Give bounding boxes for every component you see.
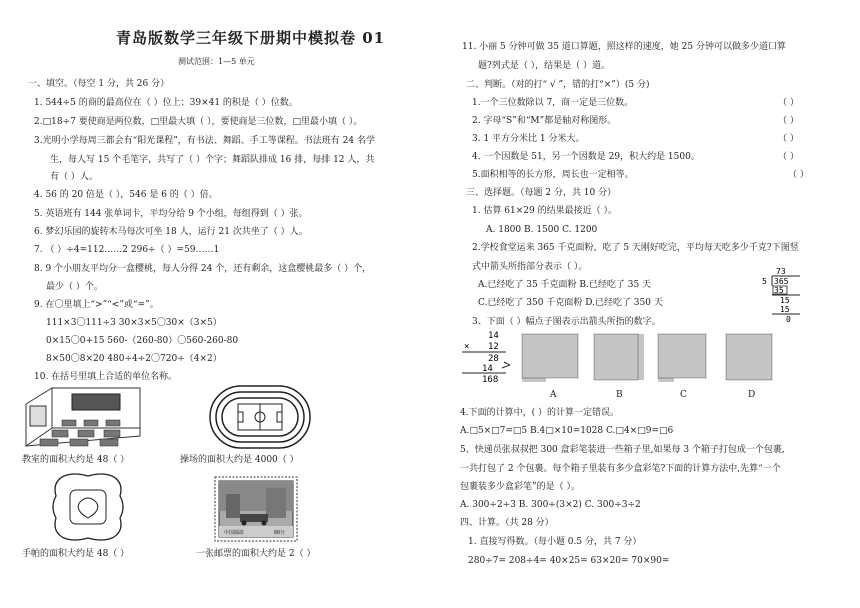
choice-2-options-ab: A.已经吃了 35 千克面粉 B.已经吃了 35 天 — [478, 280, 652, 290]
partial-product-2: 15 — [780, 305, 790, 314]
partial-product-1: 28 — [488, 354, 499, 364]
judge-5-bracket: （ ） — [788, 170, 809, 180]
choice-4: 4.下面的计算中，( ）的计算一定错误。 — [460, 408, 619, 418]
partial-product-1: 35 — [774, 286, 784, 295]
long-division-figure — [758, 264, 804, 324]
q9-row2: 0×15〇0+15 560-（260-80）〇560-260-80 — [46, 336, 239, 346]
judge-1-bracket: （ ） — [778, 98, 799, 108]
judge-4: 4. 一个因数是 51，另一个因数是 29，积大约是 1500。 — [472, 152, 700, 162]
handkerchief-image — [50, 472, 126, 542]
q7: 7. （ ）÷4=112……2 296÷（ ）=59……1 — [34, 245, 220, 255]
choice-5-line1: 5、快递员张叔叔把 300 盒彩笔装进一些箱子里,如果每 3 个箱子打包成一个包裹, — [460, 445, 785, 455]
multiplier: 12 — [488, 342, 499, 352]
q8-line2: 最少（ ）个。 — [46, 282, 103, 292]
judge-3: 3. 1 平方分米比 1 分米大。 — [472, 134, 585, 144]
q10-handkerchief: 手帕的面积大约是 48（ ） — [22, 549, 130, 559]
judge-2: 2. 字母“S”和“M”都是轴对称图形。 — [472, 116, 617, 126]
dot-label-d: D — [748, 390, 756, 400]
q8-line1: 8. 9 个小朋友平均分一盒樱桃，每人分得 24 个，还有剩余，这盒樱桃最多（ ）个， — [34, 264, 372, 274]
multiplicand: 14 — [488, 331, 499, 341]
q1: 1. 544÷5 的商的最高位在（ ）位上；39×41 的积是（ ）位数。 — [34, 98, 298, 108]
playground-image — [208, 384, 312, 450]
judge-3-bracket: （ ） — [778, 134, 799, 144]
choice-4-options: A.□5×□7=□5 B.4□×10=1028 C.□4×□9=□6 — [460, 426, 674, 436]
choice-1-options: A. 1800 B. 1500 C. 1200 — [486, 225, 598, 235]
dot-picture-b — [592, 332, 648, 386]
judge-5: 5.面积相等的长方形，周长也一定相等。 — [472, 170, 634, 180]
choice-3: 3、下面（ ）幅点子图表示出箭头所指的数字。 — [472, 317, 661, 327]
q9: 9. 在〇里填上“>”“<”或“=”。 — [34, 300, 159, 310]
test-range: 测试范围：1—5 单元 — [178, 57, 255, 66]
section-3-heading: 三、选择题。（每题 2 分，共 10 分） — [466, 188, 617, 198]
choice-5-options: A. 300÷2÷3 B. 300÷(3×2) C. 300÷3÷2 — [460, 500, 641, 510]
q10-stamp: 一张邮票的面积大约是 2（ ） — [196, 549, 316, 559]
choice-2-line1: 2.学校食堂运来 365 千克面粉，吃了 5 天刚好吃完，平均每天吃多少千克?下图竖 — [472, 243, 799, 253]
stamp-left-text: 中国邮政 — [224, 530, 245, 536]
choice-1: 1. 估算 61×29 的结果最接近（ ）。 — [472, 206, 617, 216]
choice-2-line2: 式中箭头所指部分表示（ ）。 — [472, 262, 588, 272]
partial-product-2: 14 — [482, 364, 493, 374]
calc-1-items: 280÷7= 208÷4= 40×25= 63×20= 70×90= — [468, 556, 670, 566]
q11-line2: 题?列式是（ ），结果是（ ）道。 — [478, 61, 611, 71]
dot-label-c: C — [680, 390, 687, 400]
times-sign: × — [464, 342, 470, 352]
dot-picture-d — [724, 332, 780, 386]
q10-playground: 操场的面积大约是 4000（ ） — [180, 455, 299, 465]
arrow-icon — [502, 362, 510, 368]
judge-2-bracket: （ ） — [778, 116, 799, 126]
dot-label-b: B — [616, 390, 623, 400]
vertical-multiplication-figure — [454, 328, 512, 384]
classroom-image — [22, 384, 142, 450]
q9-row3: 8×50〇8×20 480÷4÷2〇720÷（4×2） — [46, 354, 222, 364]
remainder-1: 15 — [780, 296, 790, 305]
q11-line1: 11. 小丽 5 分钟可做 35 道口算题，照这样的速度，她 25 分钟可以做多少道口算 — [462, 42, 786, 52]
dot-label-a: A — [550, 390, 557, 400]
dot-picture-c — [656, 332, 712, 386]
choice-2-options-cd: C.已经吃了 350 千克面粉 D.已经吃了 350 天 — [478, 298, 663, 308]
final-remainder: 0 — [786, 315, 791, 324]
quotient: 73 — [776, 267, 786, 276]
q5: 5. 英语班有 144 张单词卡，平均分给 9 个小组，每组得到（ ）张。 — [34, 209, 308, 219]
q10-classroom: 教室的面积大约是 48（ ） — [22, 455, 130, 465]
q3-line3: 有（ ）人。 — [50, 172, 98, 182]
judge-1: 1.一个三位数除以 7，商一定是三位数。 — [472, 98, 634, 108]
dividend: 365 — [774, 277, 789, 286]
q3-line2: 生，每人写 15 个毛笔字，共写了（ ）个字；舞蹈队排成 16 排，每排 12 人，共 — [50, 155, 375, 165]
q6: 6. 梦幻乐园的旋转木马每次可坐 18 人，运行 21 次共坐了（ ）人。 — [34, 227, 308, 237]
q2: 2.□18÷7 要使商是两位数，□里最大填（ ），要使商是三位数，□里最小填（ ）。 — [34, 117, 363, 127]
dot-picture-a — [520, 332, 580, 386]
q10: 10. 在括号里填上合适的单位名称。 — [34, 372, 178, 382]
stamp-right-text: 80分 — [274, 530, 286, 536]
q9-row1: 111×3〇111÷3 30×3×5〇30×（3×5） — [46, 318, 222, 328]
section-1-heading: 一、填空。（每空 1 分，共 26 分） — [28, 79, 170, 89]
divisor: 5 — [762, 277, 767, 286]
product: 168 — [482, 375, 499, 384]
stamp-image — [214, 476, 298, 542]
page-title: 青岛版数学三年级下册期中模拟卷 01 — [116, 29, 386, 47]
section-4-heading: 四、计算。（共 28 分） — [460, 518, 554, 528]
judge-4-bracket: （ ） — [778, 152, 799, 162]
calc-1: 1. 直接写得数。（每小题 0.5 分，共 7 分） — [468, 537, 642, 547]
section-2-heading: 二、判断。（对的打“ √ ”，错的打“×”）(5 分) — [466, 80, 650, 90]
choice-5-line2: 一共打包了 2 个包裹。每个箱子里装有多少盒彩笔?下面的计算方法中,先算“一个 — [460, 464, 781, 474]
q3-line1: 3.光明小学每周三都会有“阳光课程”，有书法、舞蹈、手工等课程。书法班有 24 名学 — [34, 136, 375, 146]
choice-5-line3: 包裹装多少盒彩笔”的是（ ）。 — [460, 482, 580, 492]
q4: 4. 56 的 20 倍是（ ），546 是 6 的（ ）倍。 — [34, 190, 218, 200]
